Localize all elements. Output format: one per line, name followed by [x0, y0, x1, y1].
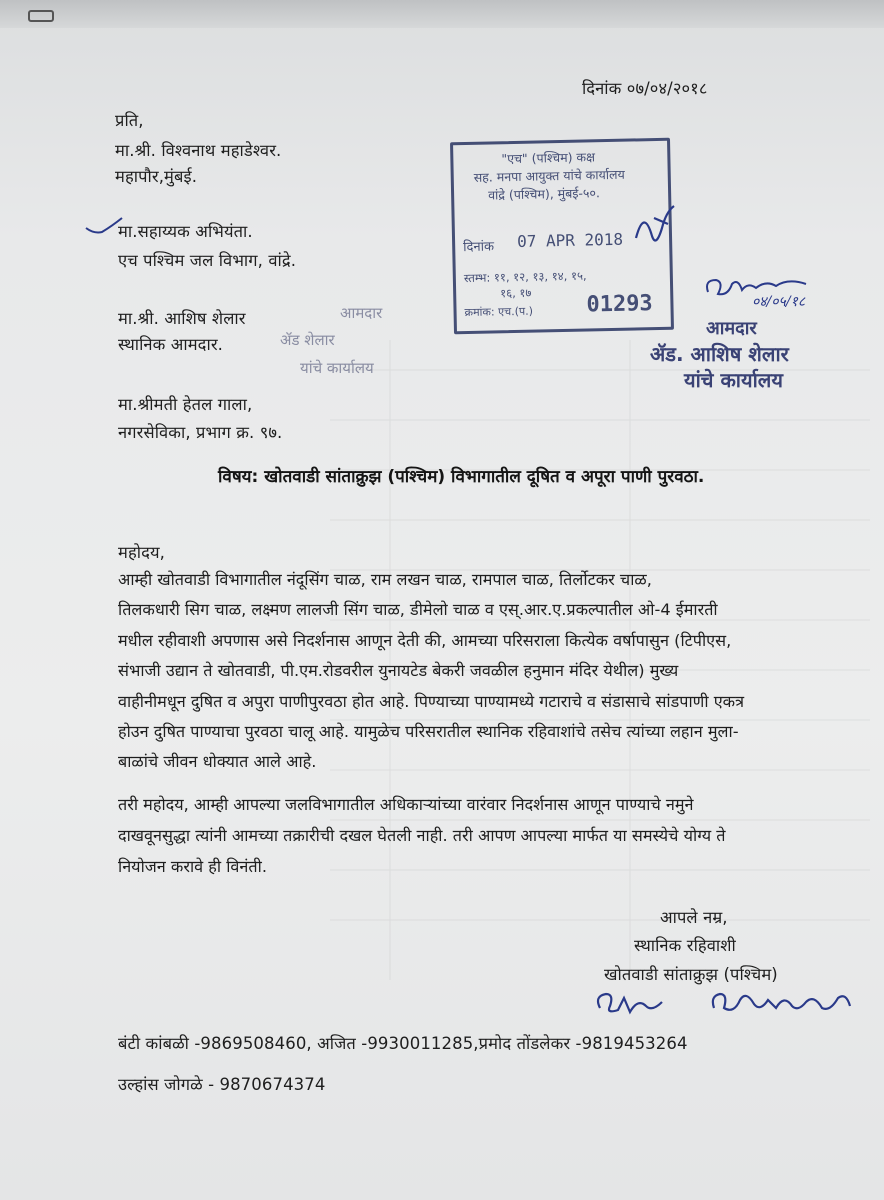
- closing-line3: खोतवाडी सांताक्रुझ (पश्चिम): [604, 965, 778, 984]
- closing-line2: स्थानिक रहिवाशी: [634, 936, 736, 955]
- paragraph-line: दाखवूनसुद्धा त्यांनी आमच्या तक्रारीची दखल घेतली नाही. तरी आपण आपल्या मार्फत या समस्येचे योग्य ते: [118, 826, 726, 845]
- paragraph-line: नियोजन करावे ही विनंती.: [118, 857, 267, 876]
- letter-subject: विषय: खोतवाडी सांताक्रुझ (पश्चिम) विभागातील दूषित व अपूरा पाणी पुरवठा.: [218, 467, 705, 487]
- received-stamp-office: "एच" (पश्चिम) कक्ष: [501, 149, 596, 167]
- paper-clip-icon: [28, 10, 54, 22]
- recipient-mayor-title: महापौर,मुंबई.: [115, 167, 198, 186]
- letter-date: दिनांक ०७/०४/२०१८: [582, 79, 708, 98]
- contacts-line1: बंटी कांबळी -9869508460, अजित -9930011285,प्रमोद तोंडलेकर -9819453264: [118, 1034, 688, 1053]
- signature-1: [590, 988, 680, 1022]
- recipient-engineer-dept: एच पश्चिम जल विभाग, वांद्रे.: [118, 251, 297, 270]
- contacts-line2: उल्हांस जोगळे - 9870674374: [118, 1075, 326, 1094]
- paragraph-line: होउन दुषित पाण्याचा पुरवठा चालू आहे. यामुळेच परिसरातील स्थानिक रहिवाशांचे तसेच त्यांच्या लहान मुला-: [118, 721, 739, 741]
- recipient-mla-name: मा.श्री. आशिष शेलार: [118, 309, 246, 328]
- received-stamp-date: 07 APR 2018: [516, 229, 624, 251]
- stamp-initials-signature: [630, 198, 680, 254]
- paragraph-line: मधील रहीवाशी अपणास असे निदर्शनास आणून देती की, आमच्या परिसराला कित्येक वर्षापासुन (टिपीएस,: [118, 630, 732, 650]
- paragraph-line: संभाजी उद्यान ते खोतवाडी, पी.एम.रोडवरील युनायटेड बेकरी जवळील हनुमान मंदिर येथील) मुख्य: [118, 661, 679, 681]
- salutation: महोदय,: [118, 543, 165, 562]
- recipient-mayor-name: मा.श्री. विश्वनाथ महाडेश्वर.: [115, 141, 282, 160]
- received-stamp-date-label: दिनांक: [463, 239, 495, 256]
- recipient-engineer-title: मा.सहाय्यक अभियंता.: [118, 222, 253, 241]
- paragraph-2: [118, 793, 818, 886]
- signature-2: [706, 986, 856, 1022]
- received-stamp-inward-label: क्रमांक: एच.(प.): [464, 304, 534, 320]
- recipient-greeting: प्रति,: [115, 111, 144, 130]
- recipient-corporator-title: नगरसेविका, प्रभाग क्र. ९७.: [118, 423, 283, 442]
- mla-stamp-line1: आमदार: [706, 318, 757, 339]
- mla-stamp-line2: ॲड. आशिष शेलार: [650, 342, 789, 366]
- closing-line1: आपले नम्र,: [660, 908, 728, 927]
- mla-sign-date: ०४/०५/१८: [752, 294, 806, 310]
- paragraph-line: बाळांचे जीवन धोक्यात आले आहे.: [118, 752, 317, 772]
- received-stamp-address: वांद्रे (पश्चिम), मुंबई-५०.: [487, 185, 601, 203]
- faint-stamp-line1: आमदार: [340, 304, 383, 322]
- recipient-mla-title: स्थानिक आमदार.: [118, 335, 224, 354]
- recipient-corporator-name: मा.श्रीमती हेतल गाला,: [118, 395, 253, 414]
- received-stamp-inward-number: 01293: [586, 291, 653, 318]
- paper-top-edge: [0, 0, 884, 28]
- received-stamp-section: स्तम्भ: ११, १२, १३, १४, १५,: [463, 268, 587, 286]
- faint-stamp-line3: यांचे कार्यालय: [300, 359, 374, 377]
- paragraph-line: आम्ही खोतवाडी विभागातील नंदूसिंग चाळ, राम लखन चाळ, रामपाल चाळ, तिर्लोटकर चाळ,: [118, 570, 652, 589]
- paragraph-1: [118, 568, 818, 781]
- received-stamp-section2: १६, १७: [500, 285, 532, 301]
- paragraph-line: वाहीनीमधून दुषित व अपुरा पाणीपुरवठा होत आहे. पिण्याच्या पाण्यामध्ये गटाराचे व संडासाचे सांडपाणी एकत्र: [118, 691, 745, 711]
- mla-stamp-line3: यांचे कार्यालय: [684, 368, 783, 392]
- paragraph-line: तिलकधारी सिग चाळ, लक्ष्मण लालजी सिंग चाळ, डीमेलो चाळ व एस्.आर.ए.प्रकल्पातील ओ-4 ईमारती: [118, 600, 718, 620]
- faint-stamp-line2: ॲड शेलार: [280, 331, 335, 349]
- received-stamp-commissioner: सह. मनपा आयुक्त यांचे कार्यालय: [473, 166, 625, 185]
- paragraph-line: तरी महोदय, आम्ही आपल्या जलविभागातील अधिकाऱ्यांच्या वारंवार निदर्शनास आणून पाण्याचे नमुने: [118, 795, 694, 814]
